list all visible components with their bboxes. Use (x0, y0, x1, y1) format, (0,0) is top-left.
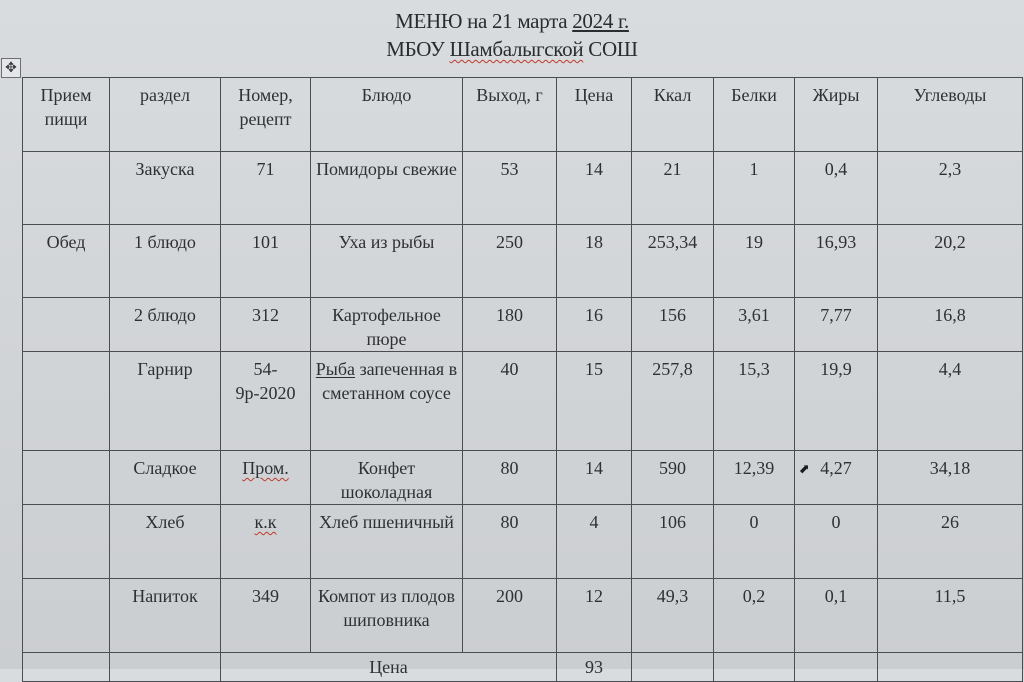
cell-carbs: 11,5 (878, 579, 1023, 653)
cell-dish (311, 352, 463, 451)
menu-title-line2 (0, 37, 1024, 62)
header-kcal: Ккал (632, 78, 714, 152)
total-value: 93 (557, 653, 632, 682)
cell-recipe: 101 (221, 225, 311, 298)
cell-section: 1 блюдо (110, 225, 221, 298)
cell-fat: 19,9 (795, 352, 878, 451)
school-name: Шамбалыгской (449, 37, 584, 61)
cell-section: Закуска (110, 152, 221, 225)
cell-yield: 180 (463, 298, 557, 352)
recipe-value: к.к (254, 512, 277, 532)
cell-dish: Помидоры свежие (311, 152, 463, 225)
cell-fat (795, 451, 878, 505)
header-yield: Выход, г (463, 78, 557, 152)
cell-recipe: 54-9р-2020 (221, 352, 311, 451)
cell-kcal: 257,8 (632, 352, 714, 451)
dish-rest: запеченная в сметанном соусе (322, 359, 458, 403)
cell-protein: 1 (714, 152, 795, 225)
cell-recipe: 312 (221, 298, 311, 352)
title-year: 2024 (572, 9, 614, 33)
cell-price: 18 (557, 225, 632, 298)
cell-protein: 0 (714, 505, 795, 579)
header-protein: Белки (714, 78, 795, 152)
cell-dish: Картофельное пюре (311, 298, 463, 352)
cell-section: Гарнир (110, 352, 221, 451)
cell-fat: 7,77 (795, 298, 878, 352)
table-row (23, 352, 1023, 451)
header-row (23, 78, 1023, 152)
cell-recipe: 349 (221, 579, 311, 653)
cell-carbs: 20,2 (878, 225, 1023, 298)
cell-meal (23, 451, 110, 505)
recipe-value: Пром. (242, 458, 289, 478)
cell-carbs: 16,8 (878, 298, 1023, 352)
cell-meal (23, 505, 110, 579)
menu-table (22, 77, 1023, 682)
cell-section: 2 блюдо (110, 298, 221, 352)
cell-empty (878, 653, 1023, 682)
cell-recipe (221, 451, 311, 505)
cell-empty (632, 653, 714, 682)
dish-first-word: Рыба (315, 359, 356, 379)
menu-title-line1 (0, 9, 1024, 34)
cell-section: Хлеб (110, 505, 221, 579)
table-row (23, 298, 1023, 352)
table-row (23, 451, 1023, 505)
school-suffix: СОШ (583, 37, 638, 61)
cell-recipe (221, 505, 311, 579)
cell-protein: 12,39 (714, 451, 795, 505)
cell-price: 15 (557, 352, 632, 451)
cell-carbs: 2,3 (878, 152, 1023, 225)
cell-empty (714, 653, 795, 682)
header-meal: Прием пищи (23, 78, 110, 152)
cell-yield: 53 (463, 152, 557, 225)
fat-value: 4,27 (820, 458, 852, 478)
cell-meal (23, 152, 110, 225)
cell-price: 14 (557, 451, 632, 505)
cell-dish: Компот из плодов шиповника (311, 579, 463, 653)
cell-meal: Обед (23, 225, 110, 298)
cell-kcal: 253,34 (632, 225, 714, 298)
cell-price: 14 (557, 152, 632, 225)
cell-kcal: 21 (632, 152, 714, 225)
cell-fat: 0,1 (795, 579, 878, 653)
cell-kcal: 106 (632, 505, 714, 579)
cell-price: 4 (557, 505, 632, 579)
cell-kcal: 590 (632, 451, 714, 505)
header-dish: Блюдо (311, 78, 463, 152)
header-recipe: Номер, рецепт (221, 78, 311, 152)
cell-carbs: 4,4 (878, 352, 1023, 451)
title-prefix: МЕНЮ на 21 марта (395, 9, 573, 33)
header-fat: Жиры (795, 78, 878, 152)
cell-yield: 40 (463, 352, 557, 451)
cell-price: 16 (557, 298, 632, 352)
header-carbs: Углеводы (878, 78, 1023, 152)
cell-section: Сладкое (110, 451, 221, 505)
cell-dish: Уха из рыбы (311, 225, 463, 298)
cell-fat: 0,4 (795, 152, 878, 225)
table-row (23, 225, 1023, 298)
school-prefix: МБОУ (386, 37, 450, 61)
cell-meal (23, 298, 110, 352)
cell-price: 12 (557, 579, 632, 653)
cell-empty (23, 653, 110, 682)
cell-fat: 0 (795, 505, 878, 579)
table-row (23, 579, 1023, 653)
cell-kcal: 49,3 (632, 579, 714, 653)
total-row (23, 653, 1023, 682)
cell-empty (110, 653, 221, 682)
header-section: раздел (110, 78, 221, 152)
cursor-arrow-icon: ⬈ (799, 461, 810, 476)
cell-fat: 16,93 (795, 225, 878, 298)
cell-recipe: 71 (221, 152, 311, 225)
move-cross-icon[interactable]: ✥ (1, 58, 21, 78)
cell-kcal: 156 (632, 298, 714, 352)
cell-dish: Хлеб пшеничный (311, 505, 463, 579)
cell-meal (23, 352, 110, 451)
table-row (23, 505, 1023, 579)
cell-yield: 200 (463, 579, 557, 653)
cell-empty (795, 653, 878, 682)
total-label: Цена (221, 653, 557, 682)
cell-meal (23, 579, 110, 653)
cell-yield: 80 (463, 505, 557, 579)
cell-carbs: 26 (878, 505, 1023, 579)
cell-yield: 80 (463, 451, 557, 505)
cell-yield: 250 (463, 225, 557, 298)
title-suffix: г. (613, 9, 629, 33)
cell-section: Напиток (110, 579, 221, 653)
cell-carbs: 34,18 (878, 451, 1023, 505)
cell-protein: 0,2 (714, 579, 795, 653)
header-price: Цена (557, 78, 632, 152)
table-row (23, 152, 1023, 225)
cell-protein: 3,61 (714, 298, 795, 352)
cell-dish: Конфет шоколадная (311, 451, 463, 505)
cell-protein: 15,3 (714, 352, 795, 451)
cell-protein: 19 (714, 225, 795, 298)
